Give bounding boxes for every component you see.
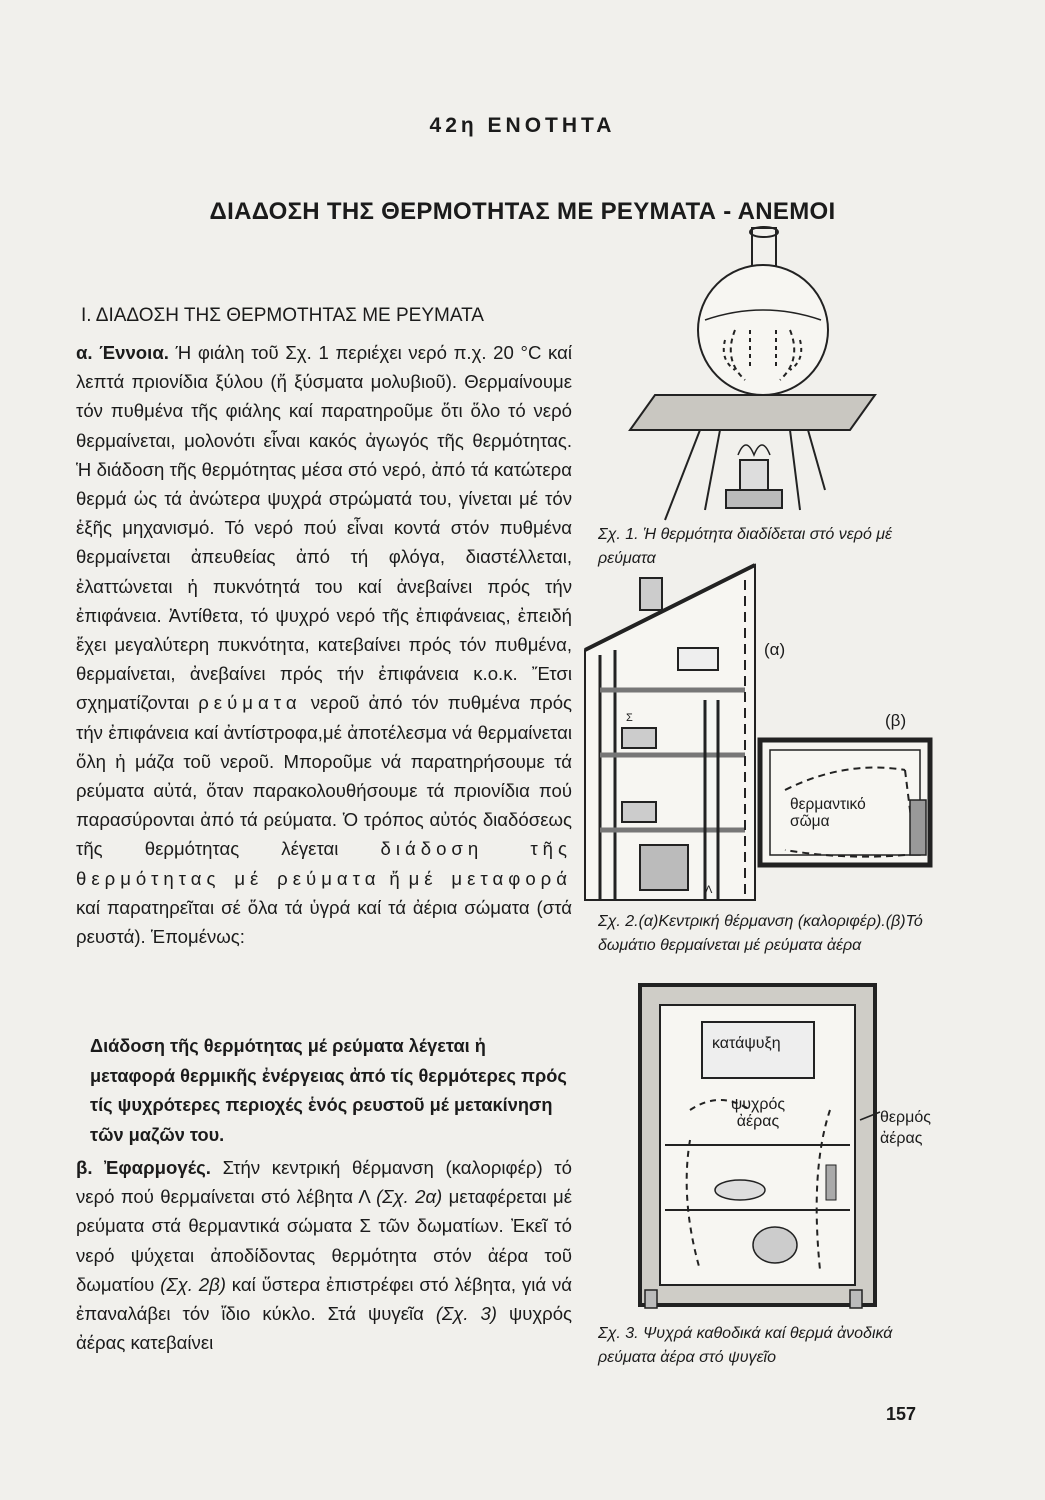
para-b-text: Στήν κεντρική θέρμανση (καλοριφέρ) τό νερό πού θερμαίνεται στό λέβητα Λ	[76, 1157, 572, 1208]
section-heading: Ι. ΔΙΑΔΟΣΗ ΤΗΣ ΘΕΡΜΟΤΗΤΑΣ ΜΕ ΡΕΥΜΑΤΑ	[81, 305, 484, 326]
fig3-warm-air-label: θερμός ἀέρας	[880, 1109, 931, 1147]
para-a-emph: ρεύματα	[198, 692, 302, 714]
unit-label: 42η ΕΝΟΤΗΤΑ	[429, 114, 616, 137]
para-b-text: ψυχρός ἀέρας κατεβαίνει	[76, 1303, 573, 1354]
fig3-cold-air-label: ψυχρός ἀέρας	[730, 1096, 786, 1130]
fig1-flask-illustration	[630, 227, 875, 520]
fig2-label-b: (β)	[885, 711, 907, 730]
para-a-text: καί παρατηρεῖται σέ ὅλα τά ὑγρά καί τά ἀέρια σώματα (στά ρευστά). Ἑπομένως:	[76, 896, 572, 948]
page-number: 157	[886, 1404, 917, 1424]
para-a-text: νεροῦ ἀπό τόν πυθμένα πρός τήν ἐπιφάνεια καί ἀντίστροφα,μέ ἀποτέλεσμα νά θερμαίνεται ὅλη ἡ μάζα τοῦ νεροῦ. Μποροῦμε νά παρατηρήσουμε τά ρεύματα αὐτά, ὅταν παρακολουθήσουμε τά πριονίδια πού παρασύρονται ἀπό τά ρεύματα. Ὁ τρόπος αὐτός διαδόσεως τῆς θερμότητας λέγεται	[76, 692, 572, 860]
figure-ref: (Σχ. 2β)	[160, 1273, 226, 1295]
figure-ref: (Σχ. 2α)	[376, 1186, 443, 1208]
fig1-caption: Σχ. 1. Ἡ θερμότητα διαδίδεται στό νερό μέ ρεύματα	[598, 526, 893, 567]
para-b-text: μεταφέρεται μέ ρεύματα στά θερμαντικά σώματα Σ τῶν δωματίων. Ἐκεῖ τό νερό ψύχεται ἀποδίδοντας θερμότητα στόν ἀέρα τοῦ δωματίου	[76, 1186, 573, 1295]
fig2-radiator-label: θερμαντικό σῶμα	[790, 796, 866, 830]
definition-box: Διάδοση τῆς θερμότητας μέ ρεύματα λέγεται ἡ μεταφορά θερμικῆς ἐνέργειας ἀπό τίς θερμότερες πρός τίς ψυχρότερες περιοχές ἑνός ρευστοῦ μέ μετακίνηση τῶν μαζῶν του.	[90, 1036, 567, 1145]
fig3-freezer-label: κατάψυξη	[712, 1035, 781, 1052]
para-b-text: καί ὕστερα ἐπιστρέφει στό λέβητα, γιά νά ἐπαναλάβει τόν ἴδιο κύκλο. Στά ψυγεῖα	[76, 1273, 573, 1325]
para-a-text: ἤ	[380, 867, 409, 889]
para-b-label: β. Ἐφαρμογές.	[76, 1157, 211, 1178]
fig2-caption: Σχ. 2.(α)Κεντρική θέρμανση (καλοριφέρ).(β)Τό δωμάτιο θερμαίνεται μέ ρεύματα ἀέρα	[598, 913, 923, 954]
fig3-fridge-illustration	[640, 985, 880, 1308]
para-a-text: Ή φιάλη τοῦ Σχ. 1 περιέχει νερό π.χ. 20 °C καί λεπτά πριονίδια ξύλου (ἤ ξύσματα μολυβιοῦ). Θερμαίνουμε τόν πυθμένα τῆς φιάλης καί παρατηροῦμε ὅτι ὅλο τό νερό θερμαίνεται, μολονότι εἶναι κακός ἀγωγός τῆς θερμότητας. Ἡ διάδοση τῆς θερμότητας μέσα στό νερό, ἀπό τά κατώτερα θερμά ὡς τά ἀνώτερα ψυχρά στρώματά του, γίνεται μέ τόν ἑξῆς μηχανισμό. Τό νερό πού εἶναι κοντά στόν πυθμένα θερμαίνεται ἀπευθείας ἀπό τή φλόγα, διαστέλλεται, ἐλαττώνεται ἡ πυκνότητά του καί ἀνεβαίνει πρός τήν ἐπιφάνεια. Ἀντίθετα, τό ψυχρό νερό τῆς ἐπιφάνειας, ἐπειδή ἔχει μεγαλύτερη πυκνότητα, κατεβαίνει πρός τόν πυθμένα, θερμαίνεται, ἀνεβαίνει πρός τήν ἐπιφάνεια κ.ο.κ. Ἔτσι σχηματίζονται	[76, 342, 572, 714]
fig2-sigma-label: Σ	[626, 712, 633, 724]
figure-ref: (Σχ. 3)	[435, 1303, 497, 1325]
fig2-label-a: (α)	[764, 640, 786, 659]
para-a-label: α. Έννοια.	[76, 342, 169, 363]
fig2-lambda-label: Λ	[705, 884, 713, 896]
fig3-caption: Σχ. 3. Ψυχρά καθοδικά καί θερμά ἀνοδικά ρεύματα ἀέρα στό ψυγεῖο	[598, 1325, 893, 1366]
para-a-emph: μέ μεταφορά	[408, 867, 572, 889]
fig2a-house-heating	[585, 565, 755, 900]
para-a-emph: διάδοση τῆς θερμότητας μέ ρεύματα	[76, 838, 572, 889]
page-title: ΔΙΑΔΟΣΗ ΤΗΣ ΘΕΡΜΟΤΗΤΑΣ ΜΕ ΡΕΥΜΑΤΑ - ΑΝΕΜΟΙ	[209, 198, 836, 225]
